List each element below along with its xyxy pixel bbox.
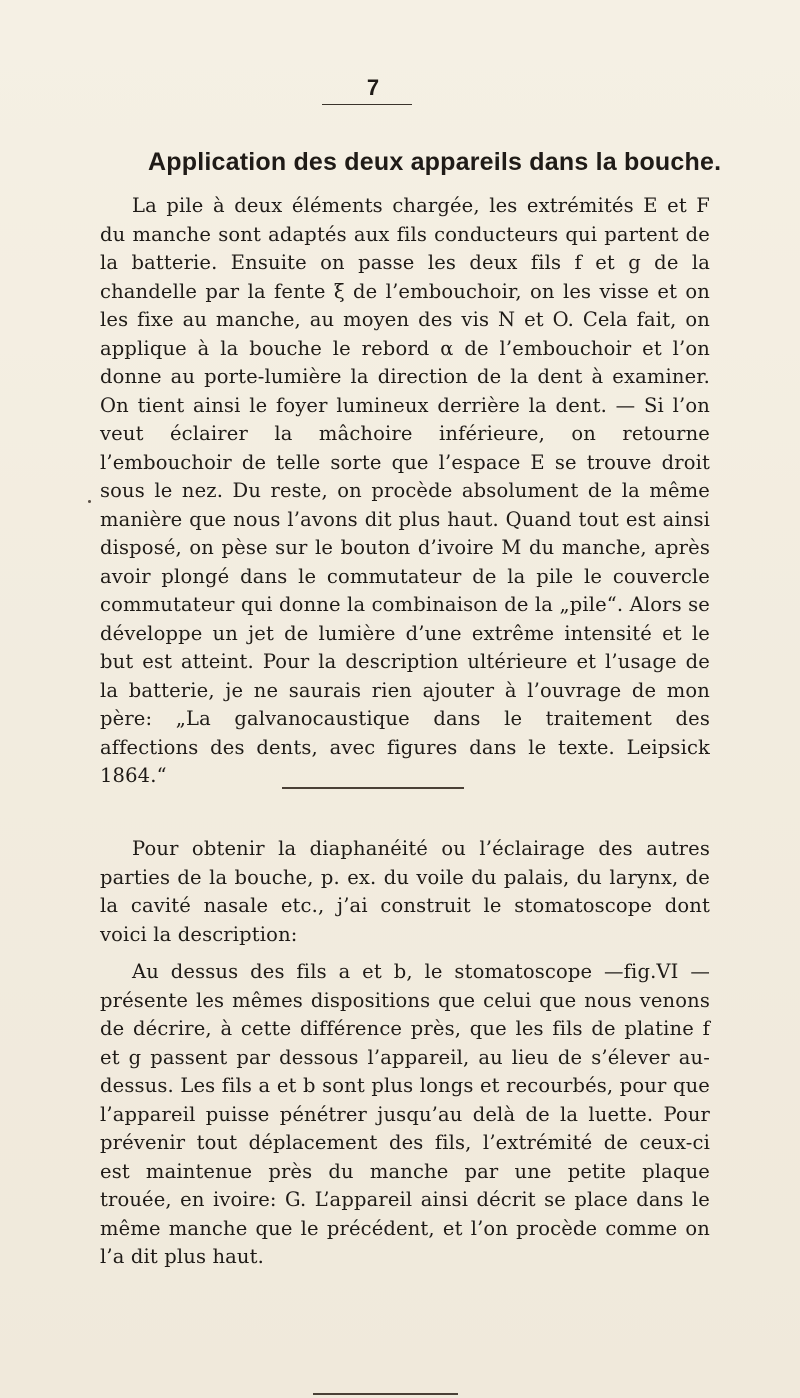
section-divider bbox=[282, 787, 464, 789]
section-heading: Application des deux appareils dans la bouche. bbox=[148, 148, 722, 176]
end-rule bbox=[313, 1393, 458, 1395]
paragraph-diaphaneite: Pour obtenir la diaphanéité ou l’éclairage des autres parties de la bouche, p. ex. du voile du palais, du larynx, de la cavité nasale etc., j’ai construit le stomatoscope dont voici la description: bbox=[100, 837, 710, 946]
page-number-rule bbox=[322, 104, 412, 105]
page-number: 7 bbox=[366, 75, 380, 100]
paragraph-stomatoscope: Au dessus des fils a et b, le stomatoscope —fig.VI — présente les mêmes dispositions que celui que nous venons de décrire, à cette différence près, que les fils de platine f et g passent par dessous l’appareil, au lieu de s’élever au-dessus. Les fils a et b sont plus longs et recourbés, pour que l’appareil puisse pénétrer jusqu’au delà de la luette. Pour prévenir tout déplacement des fils, l’extrémité de ceux-ci est maintenue près du manche par une petite plaque trouée, en ivoire: G. L’appareil ainsi décrit se place dans le même manche que le précédent, et l’on procède comme on l’a dit plus haut. bbox=[100, 960, 710, 1268]
paragraph-application: La pile à deux éléments chargée, les extrémités E et F du manche sont adaptés aux fils conducteurs qui partent de la batterie. Ensuite on passe les deux fils f et g de la chandelle par la fente ξ de l’embouchoir, on les visse et on les fixe au manche, au moyen des vis N et O. Cela fait, on applique à la bouche le rebord α de l’embouchoir et l’on donne au porte-lumière la direction de la dent à examiner. On tient ainsi le foyer lumineux derrière la dent. — Si l’on veut éclairer la mâchoire inférieure, on retourne l’embouchoir de telle sorte que l’espace E se trouve droit sous le nez. Du reste, on procède absolument de la même manière que nous l’avons dit plus haut. Quand tout est ainsi disposé, on pèse sur le bouton d’ivoire M du manche, après avoir plongé dans le commutateur de la pile le couvercle commutateur qui donne la combinaison de la „pile“. Alors se développe un jet de lumière d’une extrême intensité et le but est atteint. Pour la description ultérieure et l’usage de la batterie, je ne saurais rien ajouter à l’ouvrage de mon père: „La galvanocaustique dans le traitement des affections des dents, avec figures dans le texte. Leipsick 1864.“ bbox=[100, 194, 710, 787]
margin-speck bbox=[88, 500, 91, 503]
